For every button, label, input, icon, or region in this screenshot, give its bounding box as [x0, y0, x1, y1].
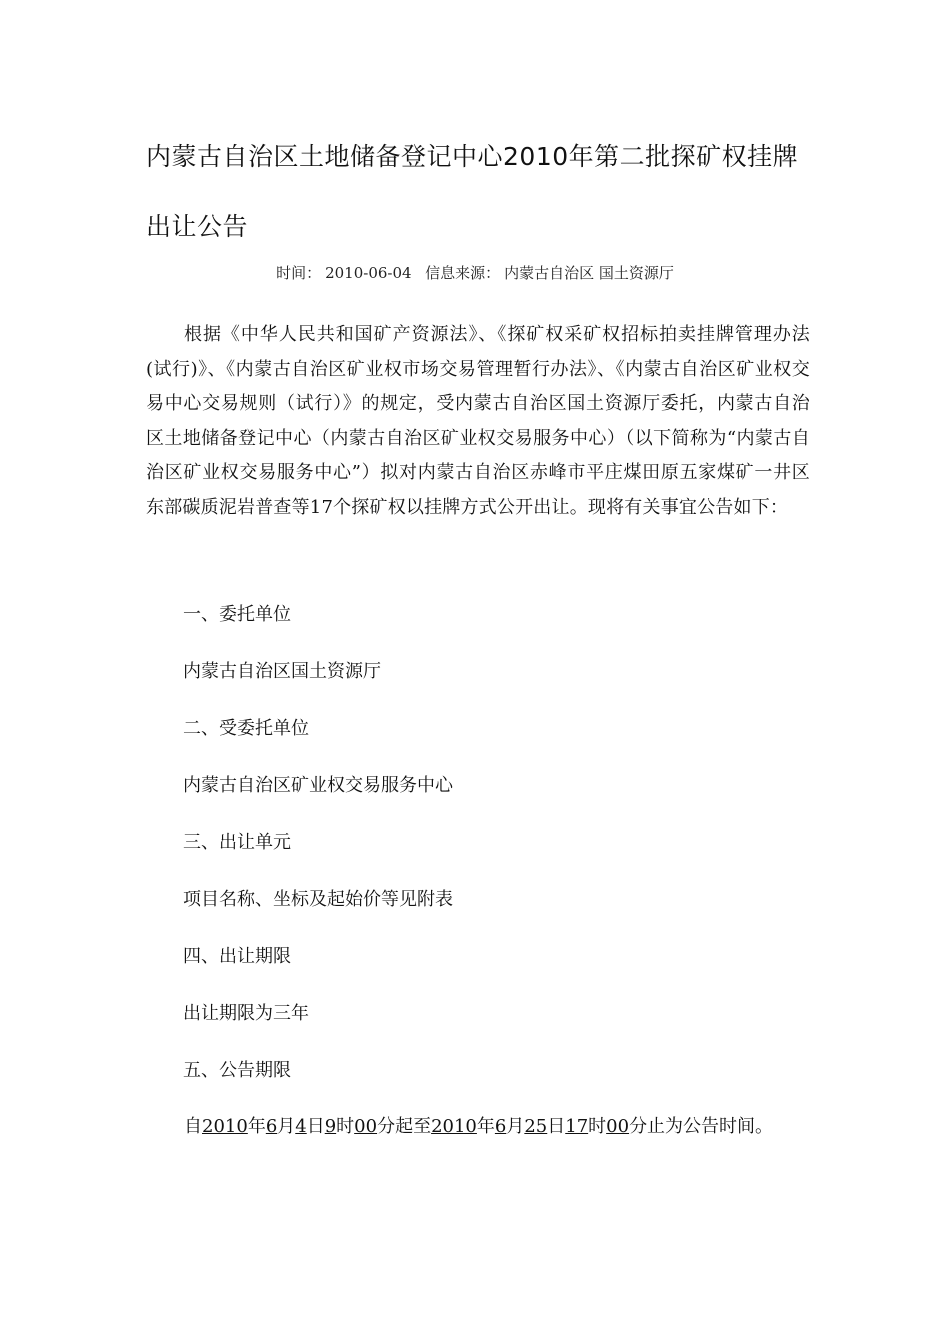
np-end-year: 2010	[431, 1116, 477, 1137]
intro-paragraph: 根据《中华人民共和国矿产资源法》、《探矿权采矿权招标拍卖挂牌管理办法(试行)》、《内蒙古自治区矿业权市场交易管理暂行办法》、《内蒙古自治区矿业权交易中心交易规则（试行）》的规定，受内蒙古自治区国土资源厅委托，内蒙古自治区土地储备登记中心（内蒙古自治区矿业权交易服务中心）（以下简称为“内蒙古自治区矿业权交易服务中心”）拟对内蒙古自治区赤峰市平庄煤田原五家煤矿一井区东部碳质泥岩普查等17个探矿权以挂牌方式公开出让。现将有关事宜公告如下：	[146, 324, 810, 518]
notice-period-paragraph	[146, 1110, 810, 1144]
np-start-year: 2010	[202, 1116, 248, 1137]
np-start-hour: 9	[324, 1116, 337, 1137]
np-year-unit-2: 年	[476, 1116, 495, 1137]
document-title-line-2: 出让公告	[146, 212, 249, 241]
section-heading-5: 五、公告期限	[183, 1060, 291, 1081]
section-heading-3: 三、出让单元	[183, 832, 291, 853]
section-content-3: 项目名称、坐标及起始价等见附表	[183, 889, 453, 910]
section-content-4: 出让期限为三年	[183, 1003, 309, 1024]
np-start-minute: 00	[354, 1116, 378, 1137]
publish-meta	[0, 262, 950, 283]
time-label: 时间：	[276, 264, 322, 282]
section-heading-1: 一、委托单位	[183, 604, 291, 625]
np-prefix: 自	[184, 1116, 202, 1137]
np-year-unit: 年	[247, 1116, 266, 1137]
np-end-month: 6	[494, 1116, 507, 1137]
source-value: 内蒙古自治区 国土资源厅	[504, 264, 674, 282]
np-day-unit-2: 日	[547, 1116, 566, 1137]
np-end-hour: 17	[565, 1116, 589, 1137]
section-content-1: 内蒙古自治区国土资源厅	[183, 661, 381, 682]
np-minute-unit: 分起至	[377, 1116, 432, 1137]
np-month-unit: 月	[277, 1116, 296, 1137]
np-hour-unit: 时	[336, 1116, 355, 1137]
np-hour-unit-2: 时	[588, 1116, 607, 1137]
np-start-day: 4	[295, 1116, 307, 1137]
np-start-month: 6	[265, 1116, 278, 1137]
section-content-2: 内蒙古自治区矿业权交易服务中心	[183, 775, 453, 796]
section-heading-2: 二、受委托单位	[183, 718, 309, 739]
np-month-unit-2: 月	[506, 1116, 525, 1137]
np-end-minute: 00	[606, 1116, 630, 1137]
np-day-unit: 日	[306, 1116, 325, 1137]
source-label: 信息来源：	[425, 264, 501, 282]
publish-date: 2010-06-04	[325, 264, 412, 282]
section-heading-4: 四、出让期限	[183, 946, 291, 967]
np-suffix: 分止为公告时间。	[629, 1116, 774, 1137]
document-title-line-1: 内蒙古自治区土地储备登记中心2010年第二批探矿权挂牌	[146, 142, 799, 171]
np-end-day: 25	[524, 1116, 548, 1137]
